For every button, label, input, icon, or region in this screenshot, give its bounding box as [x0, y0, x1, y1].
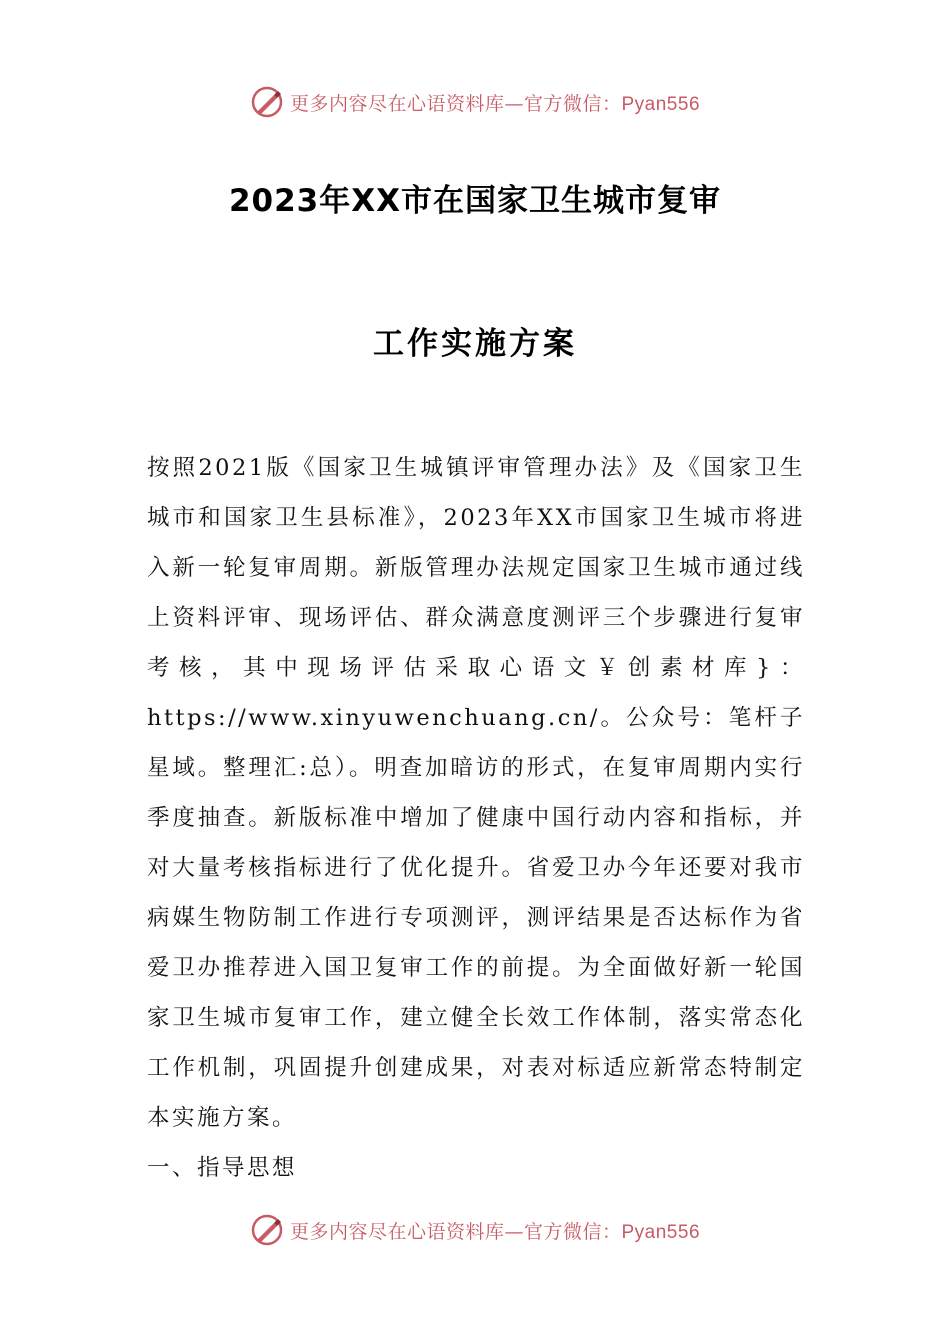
watermark-header: [0, 82, 950, 122]
document-body: [147, 443, 805, 1193]
watermark-wechat-id: Pyan556: [621, 1221, 701, 1243]
watermark-text: 更多内容尽在心语资料库—官方微信：Pyan556: [289, 1220, 701, 1243]
pen-logo-icon: [250, 1213, 284, 1247]
pen-logo-icon: [250, 85, 284, 119]
watermark-wechat-id: Pyan556: [621, 93, 701, 115]
document-title-line-2: 工作实施方案: [373, 326, 577, 362]
body-paragraph: 按照2021版《国家卫生城镇评审管理办法》及《国家卫生城市和国家卫生县标准》，2023年XX市国家卫生城市将进入新一轮复审周期。新版管理办法规定国家卫生城市通过线上资料评审、现场评估、群众满意度测评三个步骤进行复审考核，其中现场评估采取心语文￥创素材库}：https://www.xinyuwenchuang.cn/。公众号：笔杆子星域。整理汇:总）。明查加暗访的形式，在复审周期内实行季度抽查。新版标准中增加了健康中国行动内容和指标，并对大量考核指标进行了优化提升。省爱卫办今年还要对我市病媒生物防制工作进行专项测评，测评结果是否达标作为省爱卫办推荐进入国卫复审工作的前提。为全面做好新一轮国家卫生城市复审工作，建立健全长效工作体制，落实常态化工作机制，巩固提升创建成果，对表对标适应新常态特制定本实施方案。: [147, 455, 805, 1131]
watermark-footer: [0, 1210, 950, 1250]
section-heading: 一、指导思想: [147, 1155, 298, 1181]
document-title-line-1: 2023年XX市在国家卫生城市复审: [228, 183, 722, 219]
watermark-text: 更多内容尽在心语资料库—官方微信：Pyan556: [289, 92, 701, 115]
